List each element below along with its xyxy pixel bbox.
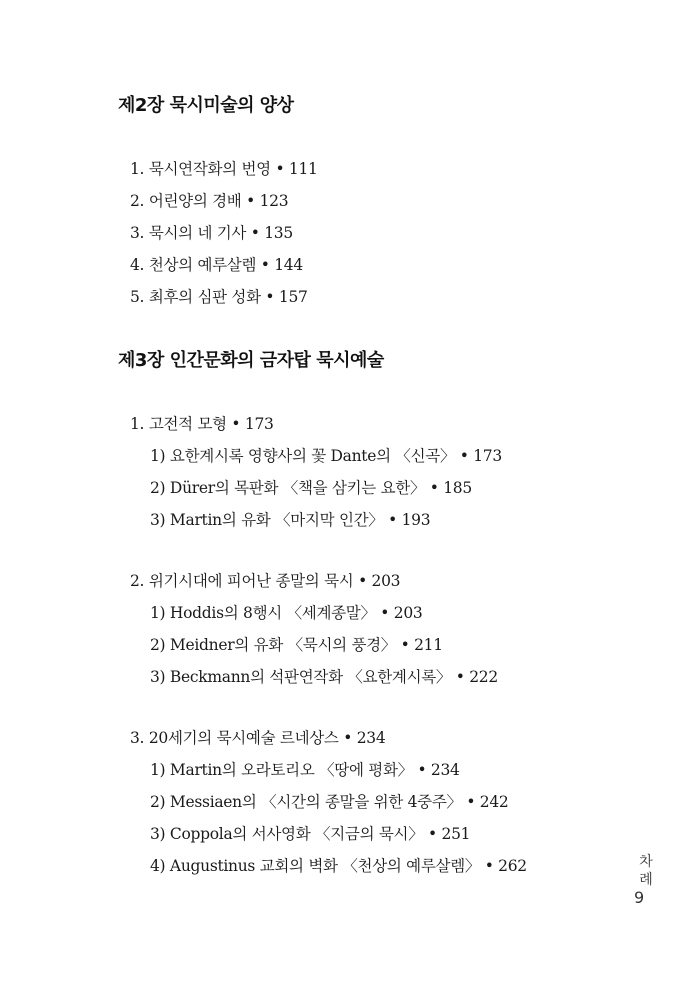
chapter3-title: 제3장 인간문화의 금자탑 묵시예술 [118,350,384,371]
chapter3-section1-item-1: 1) 요한계시록 영향사의 꽃 Dante의 〈신곡〉 • 173 [150,447,502,465]
chapter3-section3-item-1: 1) Martin의 오라토리오 〈땅에 평화〉 • 234 [150,761,460,779]
chapter3-section1-item-2: 2) Dürer의 목판화 〈책을 삼키는 요한〉 • 185 [150,479,472,497]
chapter2-item-4: 4. 천상의 예루살렘 • 144 [130,256,303,274]
chapter2-item-5: 5. 최후의 심판 성화 • 157 [130,288,308,306]
chapter3-section3-title: 3. 20세기의 묵시예술 르네상스 • 234 [130,729,386,747]
chapter3-section3-item-3: 3) Coppola의 서사영화 〈지금의 묵시〉 • 251 [150,825,471,843]
chapter3-section3-item-4: 4) Augustinus 교회의 벽화 〈천상의 예루살렘〉 • 262 [150,857,527,875]
chapter3-section1-item-3: 3) Martin의 유화 〈마지막 인간〉 • 193 [150,511,431,529]
side-label-char-2: 례 [639,872,653,888]
chapter2-title: 제2장 묵시미술의 양상 [118,95,294,116]
chapter2-item-3: 3. 묵시의 네 기사 • 135 [130,224,293,242]
chapter3-section2-item-1: 1) Hoddis의 8행시 〈세계종말〉 • 203 [150,604,423,622]
chapter3-section2-item-3: 3) Beckmann의 석판연작화 〈요한계시록〉 • 222 [150,668,498,686]
chapter2-item-2: 2. 어린양의 경배 • 123 [130,192,289,210]
chapter3-section2-title: 2. 위기시대에 피어난 종말의 묵시 • 203 [130,572,401,590]
page-number: 9 [634,888,645,907]
chapter2-item-1: 1. 묵시연작화의 번영 • 111 [130,160,318,178]
chapter3-section1-title: 1. 고전적 모형 • 173 [130,415,274,433]
chapter3-section2-item-2: 2) Meidner의 유화 〈묵시의 풍경〉 • 211 [150,636,443,654]
chapter3-section3-item-2: 2) Messiaen의 〈시간의 종말을 위한 4중주〉 • 242 [150,793,509,811]
side-label-char-1: 차 [639,854,653,870]
